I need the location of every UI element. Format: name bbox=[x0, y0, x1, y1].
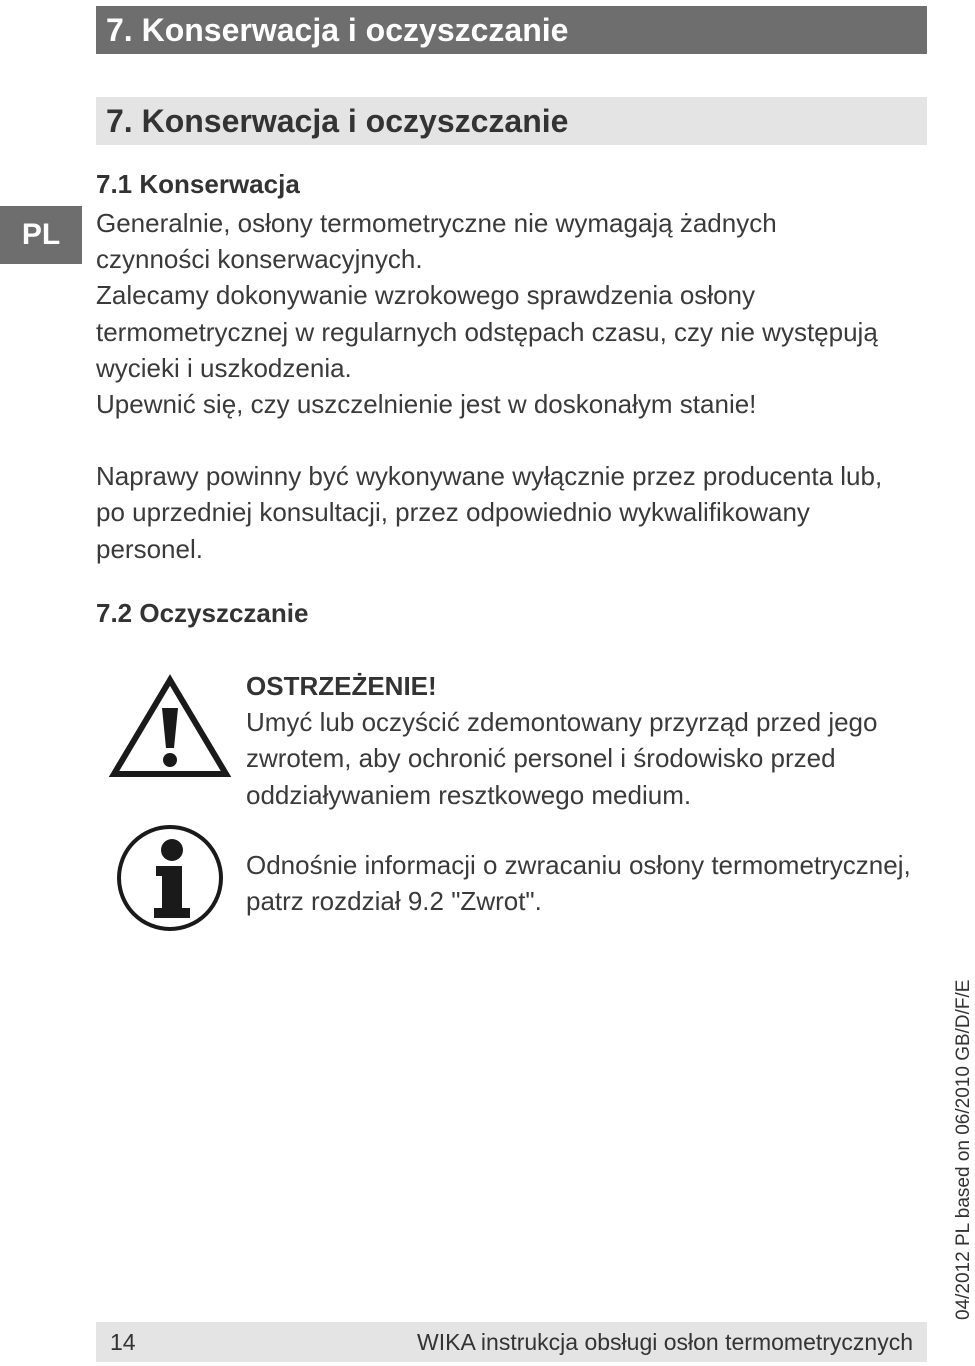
document-version-note: 04/2012 PL based on 06/2010 GB/D/F/E bbox=[953, 979, 974, 1320]
page-number: 14 bbox=[110, 1329, 136, 1355]
chapter-title: 7. Konserwacja i oczyszczanie bbox=[96, 97, 927, 145]
warning-block bbox=[246, 668, 926, 813]
maintenance-paragraph: Upewnić się, czy uszczelnienie jest w doskonałym stanie! bbox=[96, 389, 757, 420]
warning-title: OSTRZEŻENIE! bbox=[246, 671, 437, 701]
language-tab: PL bbox=[0, 206, 82, 264]
section-heading-cleaning: 7.2 Oczyszczanie bbox=[96, 598, 309, 628]
maintenance-paragraph: Generalnie, osłony termometryczne nie wymagają żadnych czynności konserwacyjnych. bbox=[96, 208, 777, 275]
warning-text: Umyć lub oczyścić zdemontowany przyrząd przed jego zwrotem, aby ochronić personel i środowisko przed oddziaływaniem resztkowego medium. bbox=[246, 707, 878, 810]
maintenance-paragraph: Zalecamy dokonywanie wzrokowego sprawdzenia osłony termometrycznej w regularnych odstępach czasu, czy nie występują wycieki i uszkodzenia. bbox=[96, 280, 878, 383]
footer-title: WIKA instrukcja obsługi osłon termometrycznych bbox=[417, 1329, 913, 1355]
repair-paragraph: Naprawy powinny być wykonywane wyłącznie przez producenta lub, po uprzedniej konsultacji, przez odpowiednio wykwalifikowany personel. bbox=[96, 461, 883, 564]
info-text: Odnośnie informacji o zwracaniu osłony termometrycznej, patrz rozdział 9.2 "Zwrot". bbox=[246, 850, 911, 917]
info-circle-icon bbox=[114, 822, 226, 934]
maintenance-text bbox=[96, 205, 896, 567]
page-footer bbox=[96, 1322, 927, 1362]
section-heading-maintenance: 7.1 Konserwacja bbox=[96, 169, 300, 199]
running-header: 7. Konserwacja i oczyszczanie bbox=[96, 6, 927, 54]
warning-triangle-icon bbox=[108, 674, 232, 782]
